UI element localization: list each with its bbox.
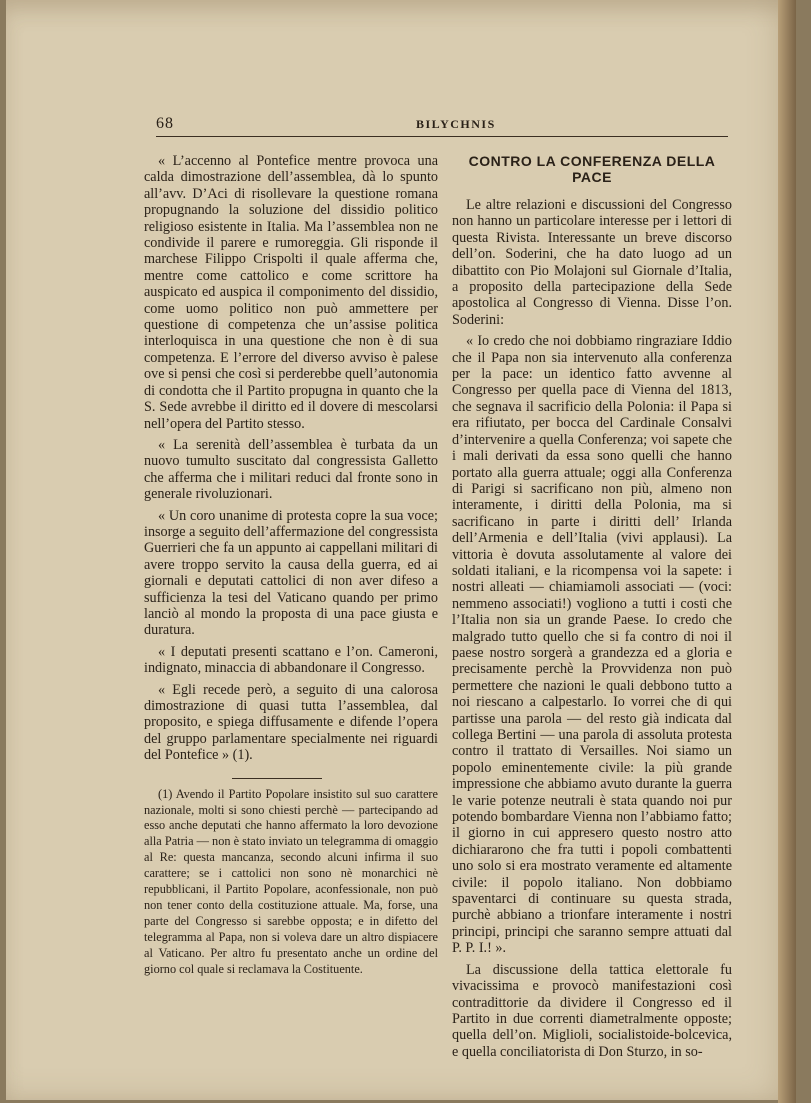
paragraph: « Io credo che noi dobbiamo ringraziare Iddio che il Papa non sia intervenuto alla conferenza per la pace: un identico fatto avvenne al Congresso per quella pace di Vienna del 1813, che segnava il sacrificio della Polonia: il Papa si era rifiutato, per bocca del Cardinale Consalvi d’intervenire a quella Conferenza; voi sapete che i mali derivati da essa sono quelli che hanno portato alla guerra attuale; oggi alla Conferenza di Parigi si sacrificano non più, almeno non interamente, i diritti della Polonia, ma si sacrificano in parte i diritti dell’ Irlanda dell’Armenia e dell’Italia (vivi applausi). La vittoria è dovuta assolutamente al valore dei soldati italiani, e la ricompensa voi la sapete: i nostri alleati — chiamiamoli associati — (voci: nemmeno associati!) vogliono a tutti i costi che l’Italia non sia un grande Paese. Io credo che malgrado tutto quello che si fa contro di noi il paese nostro sorgerà a grandezza ed a gloria e precisamente perchè la Provvidenza non può permettere che nazioni le quali debbono tutto a noi riescano a calpestarlo. Io vorrei che di qui partisse una parola — del resto già indicata dal collega Bertini — una parola di assoluta protesta contro il trattato di Versailles. Noi siamo un popolo eminentemente civile: la più grande impressione che abbiamo avuto durante la guerra le varie potenze neutrali è stata quando noi pur potendo bombardare Vienna non l’abbiamo fatto; il giorno in cui appresero questo nostro atto dichiararono che fra tutti i popoli combattenti uno solo si era mostrato veramente ed altamente civile: il popolo italiano. Non dobbiamo spaventarci di continuare su questa strada, purchè abbiano a trionfare interamente i nostri principi, principi che saranno sempre attuati dal P. P. I.! ».	[452, 333, 732, 957]
paragraph: Le altre relazioni e discussioni del Congresso non hanno un particolare interesse per i lettori di questa Rivista. Interessante un breve discorso dell’on. Soderini, che ha dato luogo ad un dibattito con Pio Molajoni sul Giornale d’Italia, a proposito della partecipazione della Sede apostolica al Congresso di Vienna. Disse l’on. Soderini:	[452, 197, 732, 328]
footnote	[144, 787, 438, 978]
running-title: BILYCHNIS	[416, 117, 496, 131]
page-edge	[778, 0, 796, 1103]
right-column	[452, 153, 732, 1065]
left-column	[144, 153, 438, 978]
paragraph: « I deputati presenti scattano e l’on. Cameroni, indignato, minaccia di abbandonare il Congresso.	[144, 643, 438, 677]
paragraph: La discussione della tattica elettorale fu vivacissima e provocò manifestazioni così contradittorie da dividere il Congresso ed il Partito in due correnti diametralmente opposte; quella dell’on. Miglioli, socialistoide-bolcevica, e quella conciliatorista di Don Sturzo, in so-	[452, 961, 732, 1060]
paragraph: « Un coro unanime di protesta copre la sua voce; insorge a seguito dell’affermazione del congressista Guerrieri che fa un appunto ai cappellani militari di avere troppo servito la causa della guerra, ed ai giornali e deputati cattolici di non aver difeso a sufficienza la tesi del Vaticano quando per primo lanciò al mondo la proposta di una pace giusta e duratura.	[144, 507, 438, 639]
paragraph: « L’accenno al Pontefice mentre provoca una calda dimostrazione dell’assemblea, dà lo spunto all’avv. D’Aci di risollevare la questione romana propugnando la soluzione del dissidio politico religioso esistente in Italia. Ma l’assemblea non ne condivide il parere e rumoreggia. Gli risponde il marchese Filippo Crispolti il quale afferma che, mentre come cattolico e come scrittore ha auspicato ed auspica il componimento del dissidio, come uomo politico non può ammettere per questione di competenza che un’assise politica interloquisca in una questione che non è di sua competenza. E l’errore del diverso avviso è palese ove si pensi che così si perderebbe quell’autonomia di condotta che il Partito propugna in quanto che la S. Sede avrebbe il diritto ed il dovere di mescolarsi nell’opera del Partito stesso.	[144, 153, 438, 432]
page-header	[156, 115, 728, 137]
header-rule	[156, 136, 728, 137]
footnote-text: (1) Avendo il Partito Popolare insistito sul suo carattere nazionale, molti si sono chiesti perchè — partecipando ad esso anche deputati che hanno affermato la loro devozione alla Patria — non è stato inviato un telegramma di omaggio al Re: questa mancanza, secondo alcuni infirma il suo carattere; se i cattolici non sono nè monarchici nè repubblicani, il Partito Popolare, aconfessionale, non può non tener conto della costituzione attuale. Ma, forse, una parte del Congresso si sarebbe opposta; e in difetto del telegramma al Papa, non si voleva dare un altro dispiacere al Vaticano. Per altro fu presentato anche un ordine del giorno col quale si reclamava la Costituente.	[144, 786, 438, 976]
paragraph: « Egli recede però, a seguito di una calorosa dimostrazione di quasi tutta l’assemblea, dal proposito, e spiega diffusamente e difende l’opera del gruppo parlamentare specialmente nei riguardi del Pontefice » (1).	[144, 681, 438, 764]
footnote-rule	[232, 778, 322, 779]
paragraph: « La serenità dell’assemblea è turbata da un nuovo tumulto suscitato dal congressista Galletto che afferma che i militari reduci dal fronte sono in generale rivoluzionari.	[144, 436, 438, 503]
book-page	[6, 0, 796, 1100]
page-number: 68	[156, 115, 174, 132]
section-heading: CONTRO LA CONFERENZA DELLA PACE	[468, 153, 716, 185]
